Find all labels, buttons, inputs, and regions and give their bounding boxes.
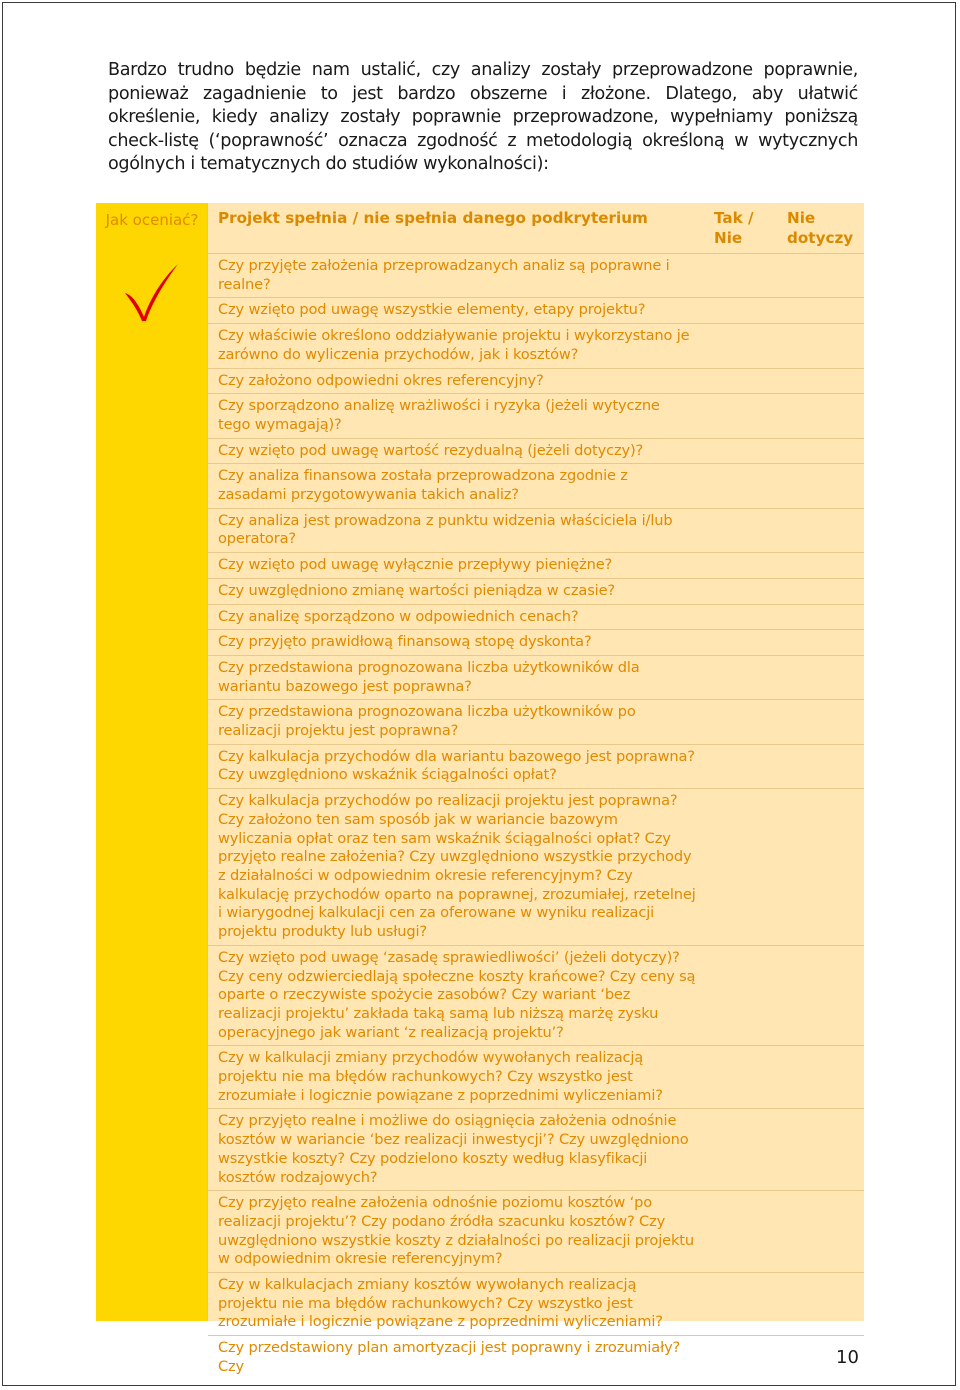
criterion-row	[208, 439, 864, 465]
criterion-text: Czy analiza jest prowadzona z punktu widzenia właściciela i/lub operatora?	[218, 511, 673, 548]
criterion-text: Czy przyjęto prawidłową finansową stopę dyskonta?	[218, 633, 592, 651]
criterion-text: Czy przyjęto realne założenia odnośnie poziomu kosztów ‘po realizacji projektu’? Czy podano źródła szacunku kosztów? Czy uwzględniono wszystkie koszty z działalności po realizacji projektu w odpowiednim okresie referencyjnym?	[218, 1194, 694, 1268]
criterion-row	[208, 946, 864, 1047]
criterion-text: Czy w kalkulacji zmiany przychodów wywołanych realizacją projektu nie ma błędów rachunkowych? Czy wszystko jest zrozumiałe i logicznie powiązane z poprzednimi wyliczeniami?	[218, 1049, 663, 1104]
criterion-text: Czy przyjęte założenia przeprowadzanych analiz są poprawne i realne?	[218, 257, 670, 293]
criterion-text: Czy analiza finansowa została przeprowadzona zgodnie z zasadami przygotowywania takich analiz?	[218, 467, 628, 504]
criterion-row	[208, 464, 864, 508]
criterion-row	[208, 789, 864, 946]
table-header	[208, 203, 864, 254]
criterion-text: Czy kalkulacja przychodów dla wariantu bazowego jest poprawna? Czy uwzględniono wskaźnik ściągalności opłat?	[218, 747, 695, 784]
criterion-text: Czy wzięto pod uwagę wyłącznie przepływy pieniężne?	[218, 556, 613, 574]
how-to-evaluate-label: Jak oceniać?	[105, 211, 199, 229]
header-nie-dotyczy: Nie dotyczy	[787, 209, 854, 247]
criterion-row	[208, 1191, 864, 1273]
criterion-row	[208, 1273, 864, 1336]
criterion-text: Czy wzięto pod uwagę wartość rezydualną (jeżeli dotyczy)?	[218, 441, 644, 459]
criterion-row	[208, 605, 864, 631]
criterion-row	[208, 394, 864, 438]
criterion-row	[208, 579, 864, 605]
criterion-text: Czy wzięto pod uwagę ‘zasadę sprawiedliwości’ (jeżeli dotyczy)? Czy ceny odzwierciedlają społeczne koszty krańcowe? Czy ceny są oparte o rzeczywiste spożycie zasobów? Czy wariant ‘bez realizacji projektu’ zakłada taką samą lub niższą marżę zysku operacyjnego jak wariant ‘z realizacją projektu’?	[218, 948, 696, 1041]
evaluation-column	[96, 203, 208, 1321]
criteria-rows	[208, 254, 864, 1380]
criterion-row	[208, 509, 864, 553]
criterion-row	[208, 656, 864, 700]
criterion-text: Czy przedstawiony plan amortyzacji jest poprawny i zrozumiały? Czy	[218, 1339, 681, 1375]
criterion-text: Czy w kalkulacjach zmiany kosztów wywołanych realizacją projektu nie ma błędów rachunkowych? Czy wszystko jest zrozumiałe i logicznie powiązane z poprzednimi wyliczeniami?	[218, 1276, 663, 1331]
criterion-row	[208, 553, 864, 579]
criterion-text: Czy przedstawiona prognozowana liczba użytkowników dla wariantu bazowego jest poprawna?	[218, 658, 640, 695]
criterion-row	[208, 369, 864, 395]
criterion-text: Czy właściwie określono oddziaływanie projektu i wykorzystano je zarówno do wyliczenia przychodów, jak i kosztów?	[218, 327, 690, 363]
intro-paragraph: Bardzo trudno będzie nam ustalić, czy analizy zostały przeprowadzone poprawnie, ponieważ zagadnienie to jest bardzo obszerne i złożone. Dlatego, aby ułatwić określenie, kiedy analizy zostały poprawnie przeprowadzone, wypełniamy poniższą check-listę (‘poprawność’ oznacza zgodność z metodologią określoną w wytycznych ogólnych i tematycznych do studiów wykonalności):	[108, 60, 858, 174]
criterion-row	[208, 745, 864, 789]
checkmark-icon	[122, 261, 180, 323]
criterion-row	[208, 254, 864, 298]
page-number: 10	[836, 1347, 859, 1368]
criterion-text: Czy przedstawiona prognozowana liczba użytkowników po realizacji projektu jest poprawna?	[218, 703, 636, 740]
criterion-row	[208, 298, 864, 324]
criterion-text: Czy sporządzono analizę wrażliwości i ryzyka (jeżeli wytyczne tego wymagają)?	[218, 397, 660, 433]
criterion-text: Czy wzięto pod uwagę wszystkie elementy, etapy projektu?	[218, 301, 646, 319]
criterion-row	[208, 1046, 864, 1109]
header-criterion: Projekt spełnia / nie spełnia danego podkryterium	[218, 209, 648, 227]
criterion-row	[208, 630, 864, 656]
criterion-text: Czy uwzględniono zmianę wartości pieniądza w czasie?	[218, 581, 616, 599]
criterion-text: Czy założono odpowiedni okres referencyjny?	[218, 371, 544, 389]
header-tak-nie: Tak / Nie	[714, 209, 754, 247]
criterion-text: Czy przyjęto realne i możliwe do osiągnięcia założenia odnośnie kosztów w wariancie ‘bez realizacji inwestycji’? Czy uwzględniono wszystkie koszty? Czy podzielono koszty według klasyfikacji kosztów rodzajowych?	[218, 1112, 689, 1186]
criterion-row	[208, 1109, 864, 1191]
criterion-text: Czy analizę sporządzono w odpowiednich cenach?	[218, 607, 579, 625]
criterion-row	[208, 700, 864, 744]
criterion-text: Czy kalkulacja przychodów po realizacji projektu jest poprawna? Czy założono ten sam sposób jak w wariancie bazowym wyliczania opłat oraz ten sam wskaźnik ściągalności opłat? Czy przyjęto realne założenia? Czy uwzględniono wszystkie przychody z działalności w odpowiednim okresie referencyjnym? Czy kalkulację przychodów oparto na poprawnej, zrozumiałej, rzetelnej i wiarygodnej kalkulacji cen za oferowane w wyniku realizacji projektu produkty lub usługi?	[218, 792, 696, 941]
criterion-row	[208, 324, 864, 368]
criterion-row	[208, 1336, 864, 1379]
